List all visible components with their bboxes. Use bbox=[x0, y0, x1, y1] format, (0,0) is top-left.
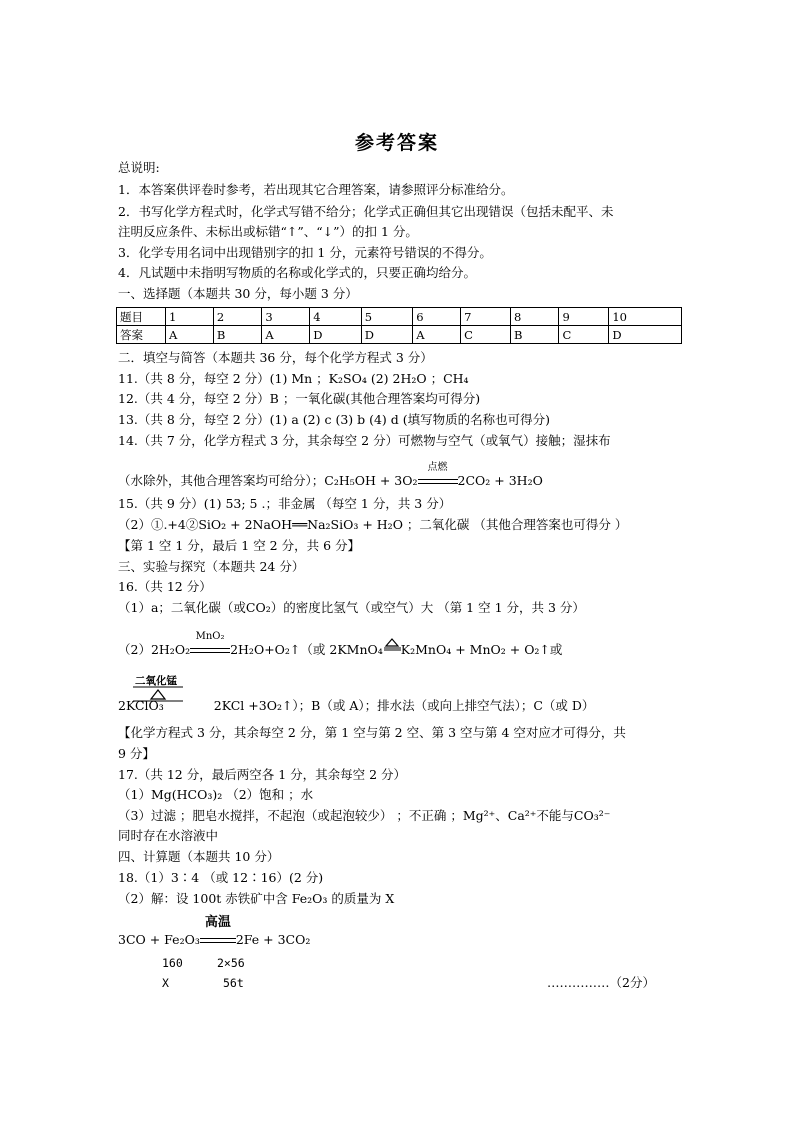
answer-15b: （2）①.+4②SiO₂ + 2NaOH══Na₂SiO₃ + H₂O ；二氧化碳 （其他合理答案也可得分 ） bbox=[118, 517, 628, 532]
catalyst-label-mno2: 二氧化锰 bbox=[135, 675, 177, 687]
heat-triangle-icon bbox=[383, 640, 401, 654]
section2-heading: 二．填空与简答（本题共 36 分，每个化学方程式 3 分） bbox=[118, 350, 433, 365]
answer-16-note-b: 9 分】 bbox=[118, 746, 155, 761]
answer-17-3a: （3）过滤 ；肥皂水搅拌，不起泡（或起泡较少） ；不正确 ；Mg²⁺、Ca²⁺不能与CO₃²⁻ bbox=[118, 808, 611, 823]
question-cell: 1 bbox=[166, 308, 214, 326]
answer-15c: 【第 1 空 1 分，最后 1 空 2 分，共 6 分】 bbox=[118, 538, 360, 553]
answer-14b bbox=[118, 462, 543, 489]
ratio-1a: 160 bbox=[162, 956, 183, 970]
answer-17-1: （1）Mg(HCO₃)₂ （2）饱和 ；水 bbox=[118, 787, 314, 802]
section1-heading: 一、选择题（本题共 30 分，每小题 3 分） bbox=[118, 286, 358, 301]
eq-18-reactants: 3CO + Fe₂O₃ bbox=[118, 932, 200, 947]
row-label-answer: 答案 bbox=[117, 326, 166, 344]
section3-heading: 三、实验与探究（本题共 24 分） bbox=[118, 559, 305, 574]
table-row-questions bbox=[117, 308, 682, 326]
question-cell: 8 bbox=[511, 308, 559, 326]
answer-cell: A bbox=[262, 326, 310, 344]
table-row-answers bbox=[117, 326, 682, 344]
condition-label: 高温 bbox=[204, 915, 231, 930]
answer-16-3 bbox=[118, 698, 594, 714]
row-label-question: 题目 bbox=[117, 308, 166, 326]
answer-11: 11.（共 8 分，每空 2 分）(1) Mn ；K₂SO₄ (2) 2H₂O ；CH₄ bbox=[118, 371, 469, 386]
eq-14-reactants: （水除外，其他合理答案均可给分）；C₂H₅OH + 3O₂ bbox=[118, 473, 418, 488]
reaction-arrow-catalyst bbox=[190, 631, 230, 654]
eq-14-products: 2CO₂ + 3H₂O bbox=[457, 473, 543, 488]
score-note: ……………（2分） bbox=[547, 975, 655, 990]
answer-16-note-a: 【化学方程式 3 分，其余每空 2 分，第 1 空与第 2 空、第 3 空与第 4 空对应才可得分，共 bbox=[118, 725, 626, 740]
answer-cell: C bbox=[559, 326, 609, 344]
answer-cell: B bbox=[213, 326, 261, 344]
equals-sign bbox=[200, 938, 236, 943]
equals-sign bbox=[418, 479, 458, 484]
question-cell: 4 bbox=[310, 308, 362, 326]
note-2b: 注明反应条件、未标出或标错“↑”、“↓”）的扣 1 分。 bbox=[118, 224, 418, 239]
answer-14a: 14.（共 7 分，化学方程式 3 分，其余每空 2 分）可燃物与空气（或氧气）接触；湿抹布 bbox=[118, 433, 611, 448]
answer-cell: A bbox=[413, 326, 461, 344]
note-1: 1．本答案供评卷时参考，若出现其它合理答案，请参照评分标准给分。 bbox=[118, 182, 514, 197]
note-2a: 2．书写化学方程式时，化学式写错不给分；化学式正确但其它出现错误（包括未配平、未 bbox=[118, 204, 614, 219]
answer-15a: 15.（共 9 分）(1) 53; 5 .；非金属 （每空 1 分，共 3 分） bbox=[118, 496, 452, 511]
answer-18-1: 18.（1）3∶4 （或 12∶16）(2 分) bbox=[118, 870, 324, 885]
answer-16-2 bbox=[118, 631, 563, 658]
equals-sign bbox=[190, 648, 230, 653]
eq-16a-products: 2H₂O+O₂↑（或 2KMnO₄ bbox=[230, 642, 383, 657]
note-3: 3．化学专用名词中出现错别字的扣 1 分，元素符号错误的不得分。 bbox=[118, 245, 492, 260]
eq-16a-reactant: （2）2H₂O₂ bbox=[118, 642, 191, 657]
equation-18 bbox=[118, 915, 311, 948]
answer-cell: D bbox=[361, 326, 413, 344]
general-heading: 总说明: bbox=[118, 160, 160, 175]
note-4: 4．凡试题中未指明写物质的名称或化学式的，只要正确均给分。 bbox=[118, 265, 476, 280]
ratio-2b: 56t bbox=[223, 976, 244, 990]
answer-cell: C bbox=[461, 326, 511, 344]
reaction-arrow-high-temp bbox=[200, 915, 236, 944]
answer-13: 13.（共 8 分，每空 2 分）(1) a (2) c (3) b (4) d (填写物质的名称也可得分) bbox=[118, 412, 551, 427]
answer-16-head: 16.（共 12 分） bbox=[118, 579, 212, 594]
ratio-2a: X bbox=[162, 976, 169, 990]
answer-table bbox=[116, 307, 682, 344]
answer-17-3b: 同时存在水溶液中 bbox=[118, 828, 219, 843]
answer-cell: B bbox=[511, 326, 559, 344]
section4-heading: 四、计算题（本题共 10 分） bbox=[118, 849, 280, 864]
answer-cell: A bbox=[166, 326, 214, 344]
question-cell: 6 bbox=[413, 308, 461, 326]
question-cell: 3 bbox=[262, 308, 310, 326]
page-title: 参考答案 bbox=[354, 132, 439, 154]
catalyst-label: MnO₂ bbox=[195, 631, 225, 642]
answer-cell: D bbox=[310, 326, 362, 344]
question-cell: 2 bbox=[213, 308, 261, 326]
ratio-1b: 2×56 bbox=[217, 956, 245, 970]
answer-18-2: （2）解：设 100t 赤铁矿中含 Fe₂O₃ 的质量为 X bbox=[118, 891, 395, 906]
answer-17-head: 17.（共 12 分，最后两空各 1 分，其余每空 2 分） bbox=[118, 767, 407, 782]
answer-12: 12.（共 4 分，每空 2 分）B ；一氧化碳(其他合理答案均可得分) bbox=[118, 391, 481, 406]
question-cell: 9 bbox=[559, 308, 609, 326]
eq-16b-products: K₂MnO₄ + MnO₂ + O₂↑或 bbox=[400, 642, 563, 657]
question-cell: 7 bbox=[461, 308, 511, 326]
eq-16c-reactant: 2KClO₃ bbox=[118, 698, 164, 713]
reaction-arrow-ignite bbox=[418, 462, 458, 485]
answer-16-1: （1）a；二氧化碳（或CO₂）的密度比氢气（或空气）大 （第 1 空 1 分，共 3 分） bbox=[118, 600, 585, 615]
answer-cell: D bbox=[609, 326, 682, 344]
eq-18-products: 2Fe + 3CO₂ bbox=[235, 932, 311, 947]
question-cell: 5 bbox=[361, 308, 413, 326]
condition-label: 点燃 bbox=[427, 462, 448, 473]
question-cell: 10 bbox=[609, 308, 682, 326]
eq-16c-products: 2KCl +3O₂↑）；B（或 A）；排水法（或向上排空气法）；C（或 D） bbox=[213, 698, 595, 713]
